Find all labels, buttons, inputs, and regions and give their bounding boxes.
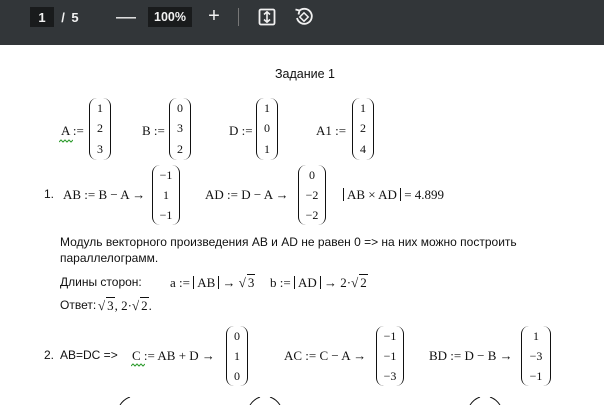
ac-expression: AC := C − A → [284, 348, 367, 363]
def-a1-label: A1 := [316, 123, 347, 138]
matrix-c: 0 1 0 [226, 326, 248, 386]
warning-squiggle-icon [59, 139, 73, 143]
matrix-ac: −1 −1 −3 [376, 326, 404, 386]
def-b-label: B := [142, 123, 165, 138]
pdf-toolbar [0, 0, 604, 45]
ab-expression: AB := B − A → [63, 187, 146, 202]
answer-value: √ 3, 2·√ 2. [98, 298, 152, 313]
matrix-d: 1 0 1 [256, 98, 278, 160]
text-line-2: параллелограмм. [60, 251, 159, 265]
item-1-number: 1. [44, 187, 55, 201]
text-line-1: Модуль векторного произведения AB и AD не равен 0 => на них можно построить [60, 235, 517, 249]
matrix-b: 0 3 2 [169, 98, 191, 160]
item-2-number: 2. [44, 348, 55, 362]
toolbar-divider [238, 8, 239, 26]
warning-squiggle-icon [131, 363, 145, 367]
page-heading: Задание 1 [275, 67, 336, 81]
page-number-input[interactable]: 1 [30, 7, 54, 27]
zoom-level-input[interactable]: 100% [148, 7, 192, 27]
side-a-expression: a := AB → √ 3 [170, 275, 255, 290]
answer-label: Ответ: [60, 298, 97, 312]
item-2-equality: AB=DC => [60, 348, 118, 362]
matrix-bd: 1 −3 −1 [521, 326, 551, 386]
side-b-expression: b := AD → 2·√ 2 [270, 275, 367, 290]
zoom-in-button[interactable]: + [208, 4, 220, 27]
page-separator: / [61, 9, 65, 25]
def-d-label: D := [229, 123, 253, 138]
matrix-ab: −1 1 −1 [152, 165, 180, 225]
cutoff-brackets [110, 397, 530, 405]
def-a-label: A := [61, 123, 84, 138]
cross-product-value: = 4.899 [404, 187, 445, 202]
bd-expression: BD := D − B → [429, 348, 513, 363]
ad-expression: AD := D − A → [205, 187, 289, 202]
matrix-a1: 1 2 4 [352, 98, 374, 160]
c-expression: C := AB + D → [132, 348, 215, 363]
matrix-ad: 0 −2 −2 [298, 165, 326, 225]
fit-page-icon[interactable] [256, 6, 278, 28]
cross-product-expression: AB × AD = 4.899 [343, 187, 444, 203]
sides-label: Длины сторон: [60, 275, 142, 289]
zoom-out-button[interactable]: — [116, 5, 136, 28]
matrix-a: 1 2 3 [89, 98, 111, 160]
page-total: 5 [71, 9, 79, 25]
document-page [0, 45, 604, 405]
rotate-icon[interactable] [292, 5, 316, 29]
